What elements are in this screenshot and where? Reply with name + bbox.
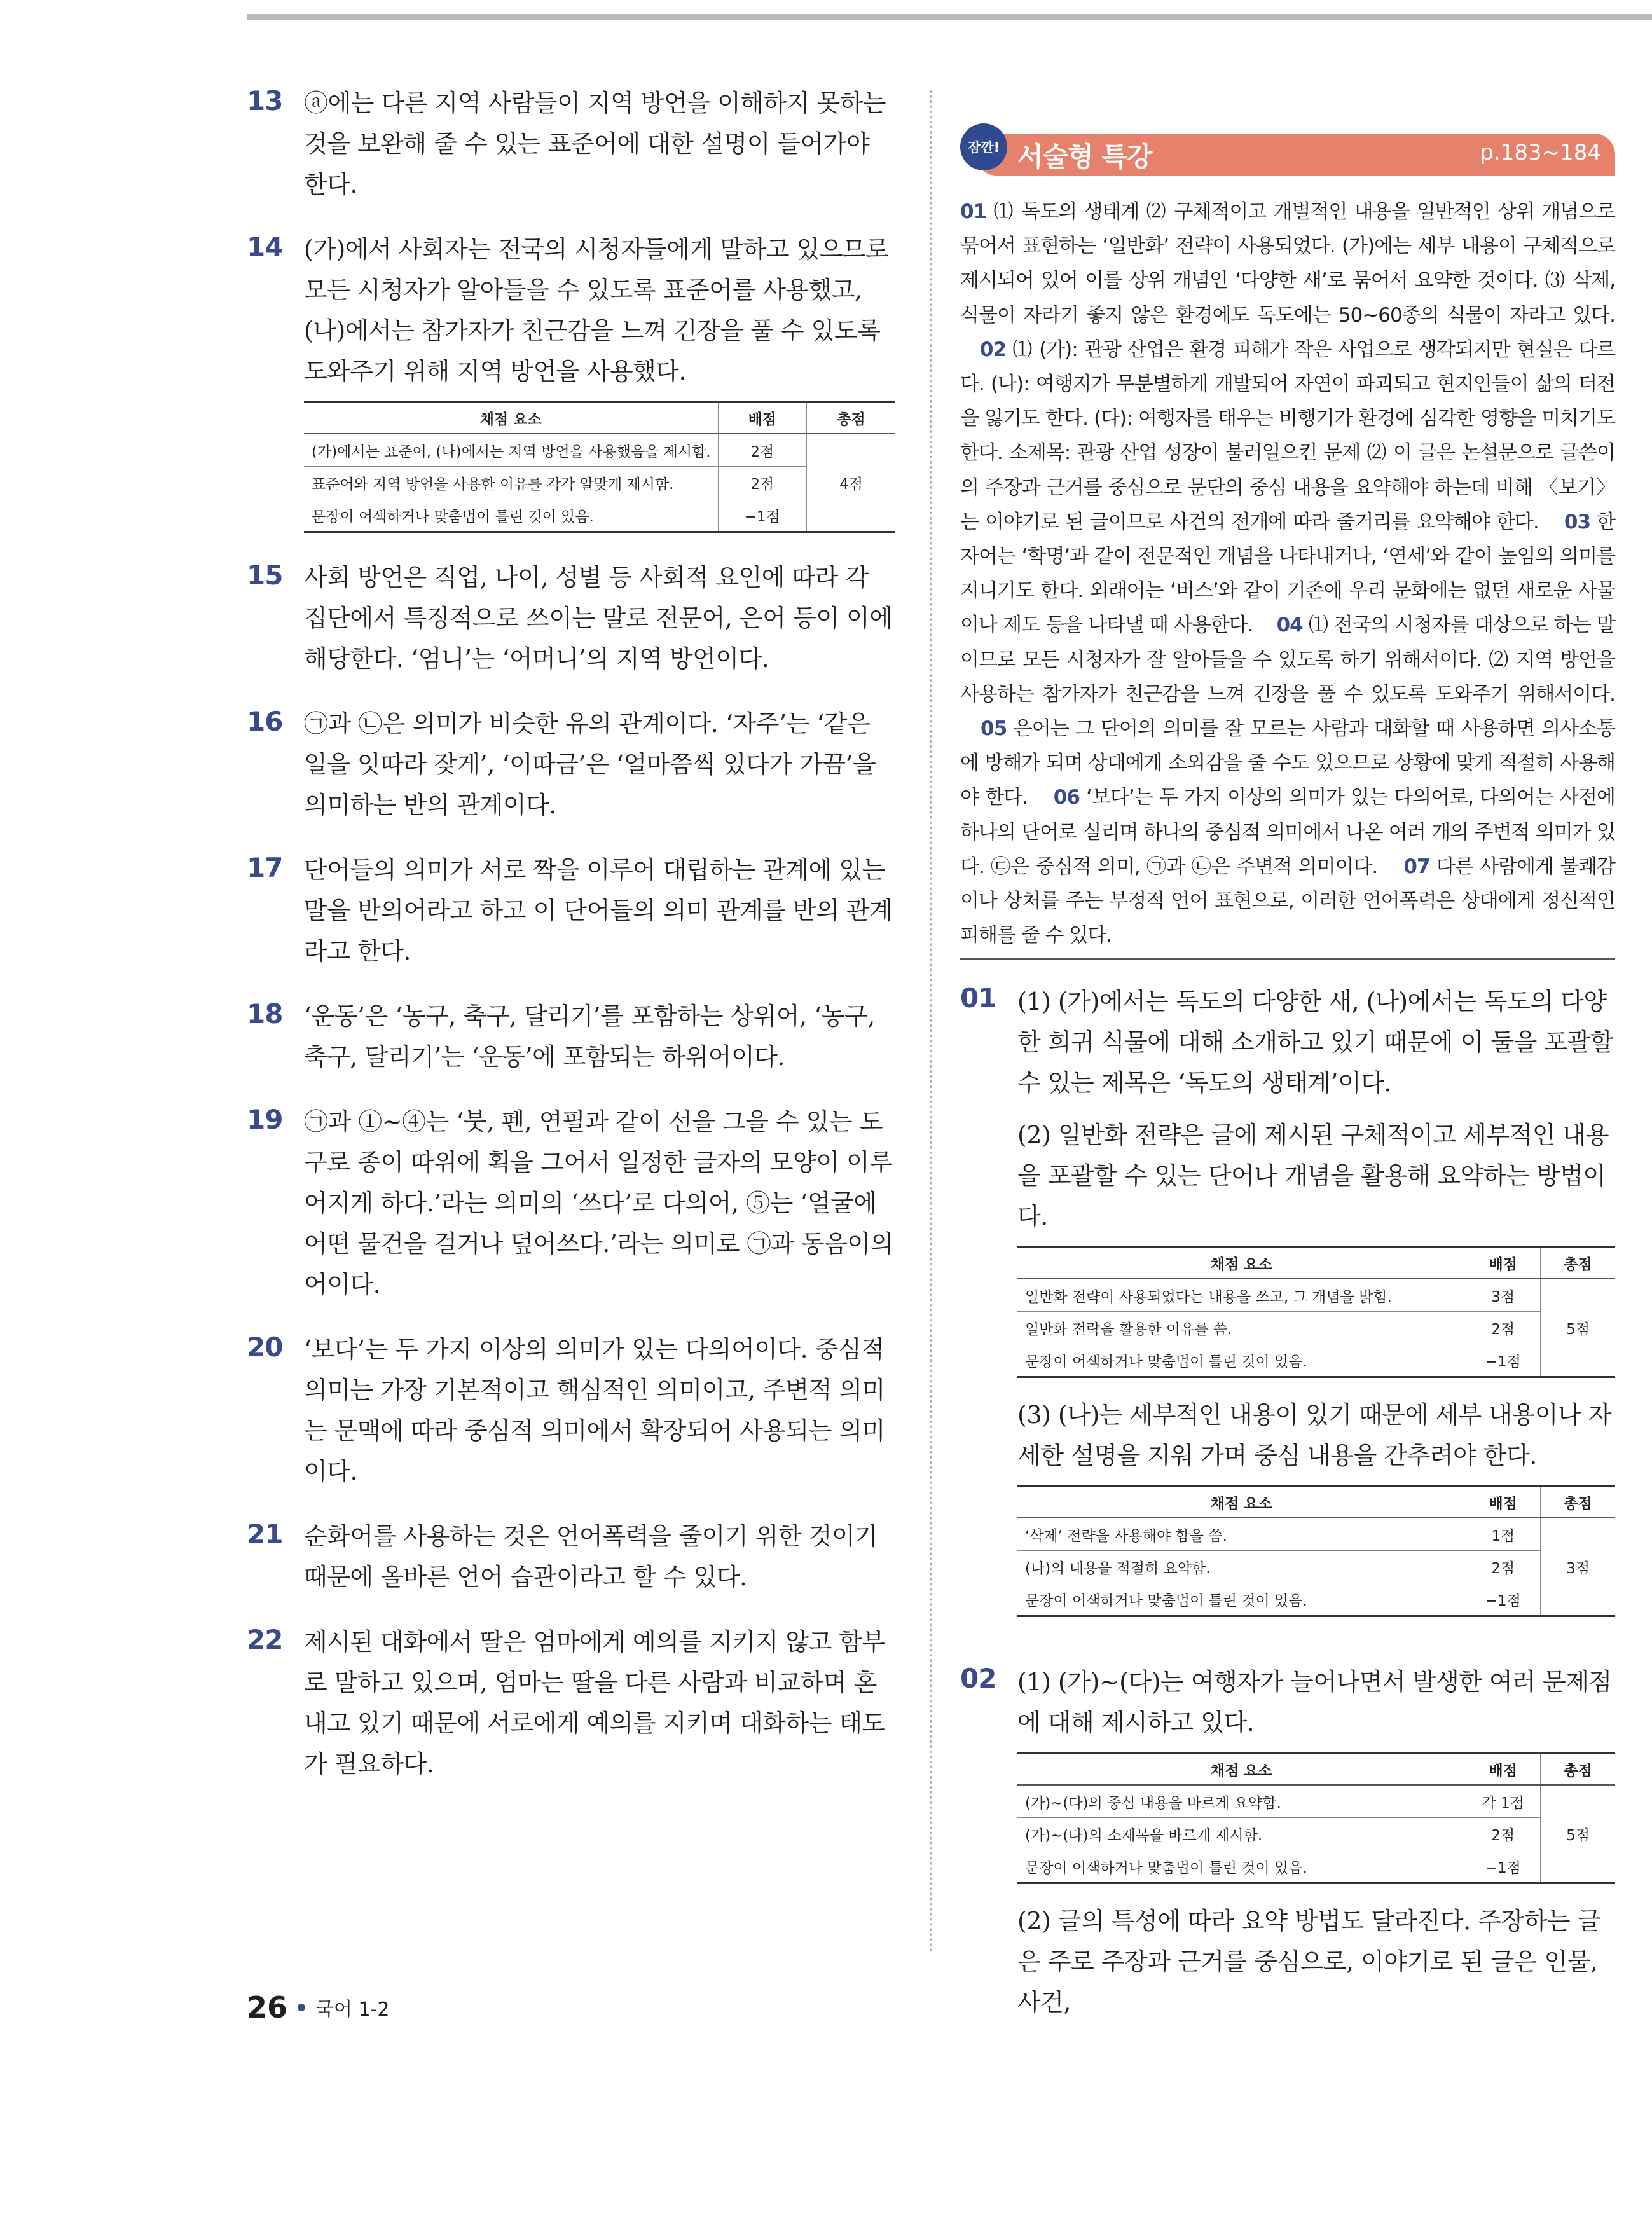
table-row — [1017, 1818, 1615, 1850]
header-points: 배점 — [718, 402, 807, 434]
answer-item-13 — [247, 83, 895, 205]
header-criteria: 채점 요소 — [1017, 1753, 1466, 1786]
points-cell: 2점 — [1466, 1312, 1541, 1344]
item-number: 01 — [960, 982, 996, 1014]
item-number: 17 — [247, 852, 283, 883]
header-points: 배점 — [1466, 1753, 1541, 1786]
answer-item-19 — [247, 1101, 895, 1305]
scoring-table-02-1 — [1017, 1752, 1615, 1884]
summary-number: 03 — [1564, 510, 1591, 533]
column-divider — [930, 90, 932, 1953]
summary-text: 은어는 그 단어의 의미를 잘 모르는 사람과 대화할 때 사용하면 의사소통에 방해가 되며 상대에게 소외감을 줄 수도 있으므로 상황에 맞게 적절히 사용해야 한다. — [960, 717, 1616, 809]
criteria-cell: 문장이 어색하거나 맞춤법이 틀린 것이 있음. — [1017, 1850, 1466, 1883]
table-row — [1017, 1344, 1615, 1377]
answer-item-r02 — [960, 1662, 1615, 2023]
table-row — [1017, 1583, 1615, 1616]
badge-circle: 잠깐! — [960, 123, 1007, 170]
answer-item-14 — [247, 229, 895, 533]
header-points: 배점 — [1466, 1247, 1541, 1279]
summary-text: ⑴ 전국의 시청자를 대상으로 하는 말이므로 모든 시청자가 잘 알아들을 수 있도록 하기 위해서이다. ⑵ 지역 방언을 사용하는 참가자가 친근감을 느껴 긴장을 풀 수 있도록 도와주기 위해서이다. — [960, 614, 1615, 706]
points-cell: 1점 — [1466, 1518, 1541, 1551]
points-cell: −1점 — [1466, 1344, 1541, 1377]
title-part: 서술형 — [1017, 141, 1102, 172]
summary-text: ⑴ (가): 관광 산업은 환경 피해가 작은 사업으로 생각되지만 현실은 다르다. (나): 여행지가 무분별하게 개발되어 자연이 파괴되고 현지인들이 삶의 터전을 잃기도 한다. (다): 여행자를 태우는 비행기가 환경에 심각한 영향을 미치기도 한다. 소제목: 관광 산업 성장이 불러일으킨 문제 ⑵ 이 글은 논설문으로 글쓴이의 주장과 근거를 중심으로 문단의 중심 내용을 요약해야 하는데 비해 〈보기〉는 이야기로 된 글이므로 사건의 전개에 따라 줄거리를 요약해야 한다. — [960, 338, 1615, 533]
criteria-cell: (가)~(다)의 중심 내용을 바르게 요약함. — [1017, 1785, 1466, 1818]
item-number: 21 — [247, 1518, 283, 1550]
item-text: 제시된 대화에서 딸은 엄마에게 예의를 지키지 않고 함부로 말하고 있으며, 엄마는 딸을 다른 사람과 비교하며 혼내고 있기 때문에 서로에게 예의를 지키며 대화하는 태도가 필요하다. — [304, 1628, 885, 1778]
criteria-cell: 문장이 어색하거나 맞춤법이 틀린 것이 있음. — [1017, 1344, 1466, 1377]
page-reference: p.183~184 — [1480, 140, 1601, 165]
points-cell: −1점 — [718, 499, 807, 532]
special-lecture-header — [960, 134, 1615, 191]
summary-text: ⑴ 독도의 생태계 ⑵ 구체적이고 개별적인 내용을 일반적인 상위 개념으로 묶어서 표현하는 ‘일반화’ 전략이 사용되었다. (가)에는 세부 내용이 구체적으로 제시되어 있어 이를 상위 개념인 ‘다양한 새’로 묶어서 요약한 것이다. ⑶ 삭제, 식물이 자라기 좋지 않은 환경에도 독도에는 50~60종의 식물이 자라고 있다. — [960, 200, 1615, 327]
item-number: 14 — [247, 231, 283, 263]
right-column — [960, 134, 1615, 2034]
table-row — [1017, 1279, 1615, 1312]
header-total: 총점 — [1541, 1247, 1616, 1279]
summary-number: 02 — [979, 338, 1007, 361]
total-cell: 5점 — [1541, 1785, 1616, 1883]
answer-item-21 — [247, 1516, 895, 1597]
item-text: 단어들의 의미가 서로 짝을 이루어 대립하는 관계에 있는 말을 반의어라고 하고 이 단어들의 의미 관계를 반의 관계라고 한다. — [304, 856, 893, 965]
criteria-cell: (가)~(다)의 소제목을 바르게 제시함. — [1017, 1818, 1466, 1850]
item-number: 16 — [247, 706, 283, 737]
item-number: 13 — [247, 85, 283, 116]
points-cell: 각 1점 — [1466, 1785, 1541, 1818]
criteria-cell: 표준어와 지역 방언을 사용한 이유를 각각 알맞게 제시함. — [304, 467, 718, 499]
item-text: ‘운동’은 ‘농구, 축구, 달리기’를 포함하는 상위어, ‘농구, 축구, 달리기’는 ‘운동’에 포함되는 하위어이다. — [304, 1002, 875, 1071]
summary-number: 04 — [1276, 614, 1303, 637]
answer-item-16 — [247, 703, 895, 825]
answer-item-15 — [247, 557, 895, 679]
points-cell: −1점 — [1466, 1583, 1541, 1616]
header-criteria: 채점 요소 — [304, 402, 718, 434]
total-cell: 3점 — [1541, 1518, 1616, 1616]
summary-text: ‘보다’는 두 가지 이상의 의미가 있는 다의어로, 다의어는 사전에 하나의 단어로 실리며 하나의 중심적 의미에서 나온 여러 개의 주변적 의미가 있다. ㉢은 중심적 의미, ㉠과 ㉡은 주변적 의미이다. — [960, 786, 1615, 878]
header-total: 총점 — [807, 402, 896, 434]
item-text: 순화어를 사용하는 것은 언어폭력을 줄이기 위한 것이기 때문에 올바른 언어 습관이라고 할 수 있다. — [304, 1522, 878, 1591]
sub-answer: (1) (가)에서는 독도의 다양한 새, (나)에서는 독도의 다양한 희귀 식물에 대해 소개하고 있기 때문에 이 둘을 포괄할 수 있는 제목은 ‘독도의 생태계’이다. — [1017, 988, 1613, 1098]
item-text: ㉠과 ①~④는 ‘붓, 펜, 연필과 같이 선을 그을 수 있는 도구로 종이 따위에 획을 그어서 일정한 글자의 모양이 이루어지게 하다.’라는 의미의 ‘쓰다’로 다의어, ⑤는 ‘얼굴에 어떤 물건을 걸거나 덮어쓰다.’라는 의미로 ㉠과 동음이의어이다. — [304, 1108, 893, 1298]
bullet-dot-icon — [298, 2004, 305, 2011]
summary-number: 05 — [981, 717, 1007, 741]
summary-text: 다른 사람에게 불쾌감이나 상처를 주는 부정적 언어 표현으로, 이러한 언어폭력은 상대에게 정신적인 피해를 줄 수 있다. — [960, 855, 1615, 947]
table-row — [1017, 1312, 1615, 1344]
criteria-cell: 일반화 전략이 사용되었다는 내용을 쓰고, 그 개념을 밝힘. — [1017, 1279, 1466, 1312]
item-text: 사회 방언은 직업, 나이, 성별 등 사회적 요인에 따라 각 집단에서 특징적으로 쓰이는 말로 전문어, 은어 등이 이에 해당한다. ‘엄니’는 ‘어머니’의 지역 방언이다. — [304, 563, 893, 673]
item-text: ⓐ에는 다른 지역 사람들이 지역 방언을 이해하지 못하는 것을 보완해 줄 수 있는 표준어에 대한 설명이 들어가야 한다. — [304, 89, 886, 198]
header-criteria: 채점 요소 — [1017, 1247, 1466, 1279]
sub-answer: (2) 글의 특성에 따라 요약 방법도 달라진다. 주장하는 글은 주로 주장과 근거를 중심으로, 이야기로 된 글은 인물, 사건, — [1017, 1907, 1600, 2017]
answer-item-17 — [247, 850, 895, 972]
special-lecture-summary — [960, 195, 1615, 953]
summary-number: 07 — [1403, 855, 1430, 878]
total-cell: 5점 — [1541, 1279, 1616, 1377]
answer-item-r01 — [960, 981, 1615, 1617]
table-row — [304, 434, 895, 467]
criteria-cell: (가)에서는 표준어, (나)에서는 지역 방언을 사용했음을 제시함. — [304, 434, 718, 467]
page-number: 26 — [247, 1990, 288, 2025]
item-number: 18 — [247, 998, 283, 1029]
header-total: 총점 — [1541, 1753, 1616, 1786]
points-cell: 3점 — [1466, 1279, 1541, 1312]
answer-item-20 — [247, 1329, 895, 1492]
item-number: 15 — [247, 560, 283, 591]
sub-answer: (3) (나)는 세부적인 내용이 있기 때문에 세부 내용이나 자세한 설명을 지워 가며 중심 내용을 간추려야 한다. — [1017, 1401, 1611, 1470]
table-row — [1017, 1551, 1615, 1583]
table-row — [1017, 1785, 1615, 1818]
sub-answer: (1) (가)~(다)는 여행자가 늘어나면서 발생한 여러 문제점에 대해 제시하고 있다. — [1017, 1668, 1612, 1737]
criteria-cell: (나)의 내용을 적절히 요약함. — [1017, 1551, 1466, 1583]
page-footer — [247, 1990, 390, 2025]
answer-item-18 — [247, 996, 895, 1077]
item-number: 20 — [247, 1332, 283, 1363]
item-text: ㉠과 ㉡은 의미가 비슷한 유의 관계이다. ‘자주’는 ‘같은 일을 잇따라 잦게’, ‘이따금’은 ‘얼마쯤씩 있다가 가끔’을 의미하는 반의 관계이다. — [304, 710, 876, 819]
criteria-cell: 일반화 전략을 활용한 이유를 씀. — [1017, 1312, 1466, 1344]
points-cell: −1점 — [1466, 1850, 1541, 1883]
header-criteria: 채점 요소 — [1017, 1486, 1466, 1518]
title-part: 특강 — [1101, 141, 1152, 172]
item-number: 02 — [960, 1663, 996, 1695]
left-column — [247, 83, 895, 1808]
points-cell: 2점 — [718, 467, 807, 499]
points-cell: 2점 — [1466, 1818, 1541, 1850]
item-text: ‘보다’는 두 가지 이상의 의미가 있는 다의어이다. 중심적 의미는 가장 기본적이고 핵심적인 의미이고, 주변적 의미는 문맥에 따라 중심적 의미에서 확장되어 사용되는 의미이다. — [304, 1335, 885, 1485]
scoring-table-01-3 — [1017, 1485, 1615, 1617]
table-row — [1017, 1850, 1615, 1883]
total-cell: 4점 — [807, 434, 896, 532]
item-text: (가)에서 사회자는 전국의 시청자들에게 말하고 있으므로 모든 시청자가 알아들을 수 있도록 표준어를 사용했고, (나)에서는 참가자가 친근감을 느껴 긴장을 풀 수 있도록 도와주기 위해 지역 방언을 사용했다. — [304, 235, 889, 385]
header-total: 총점 — [1541, 1486, 1616, 1518]
table-row — [1017, 1518, 1615, 1551]
item-number: 19 — [247, 1104, 283, 1135]
summary-number: 01 — [960, 200, 987, 223]
sub-answer: (2) 일반화 전략은 글에 제시된 구체적이고 세부적인 내용을 포괄할 수 있는 단어나 개념을 활용해 요약하는 방법이다. — [1017, 1121, 1609, 1231]
summary-text: 한자어는 ‘학명’과 같이 전문적인 개념을 나타내거나, ‘연세’와 같이 높임의 의미를 지니기도 한다. 외래어는 ‘버스’와 같이 기존에 우리 문화에는 없던 새로운 사물이나 제도 등을 나타낼 때 사용한다. — [960, 510, 1616, 637]
item-number: 22 — [247, 1624, 283, 1655]
book-title: 국어 1-2 — [315, 1999, 390, 2021]
summary-divider — [960, 958, 1615, 960]
points-cell: 2점 — [718, 434, 807, 467]
scoring-table-01-2 — [1017, 1246, 1615, 1378]
top-rule — [247, 14, 1652, 20]
points-cell: 2점 — [1466, 1551, 1541, 1583]
special-lecture-title — [1017, 136, 1152, 174]
scoring-table-14 — [304, 401, 895, 533]
criteria-cell: 문장이 어색하거나 맞춤법이 틀린 것이 있음. — [1017, 1583, 1466, 1616]
summary-number: 06 — [1053, 786, 1080, 809]
criteria-cell: 문장이 어색하거나 맞춤법이 틀린 것이 있음. — [304, 499, 718, 532]
criteria-cell: ‘삭제’ 전략을 사용해야 함을 씀. — [1017, 1518, 1466, 1551]
header-points: 배점 — [1466, 1486, 1541, 1518]
answer-item-22 — [247, 1621, 895, 1784]
